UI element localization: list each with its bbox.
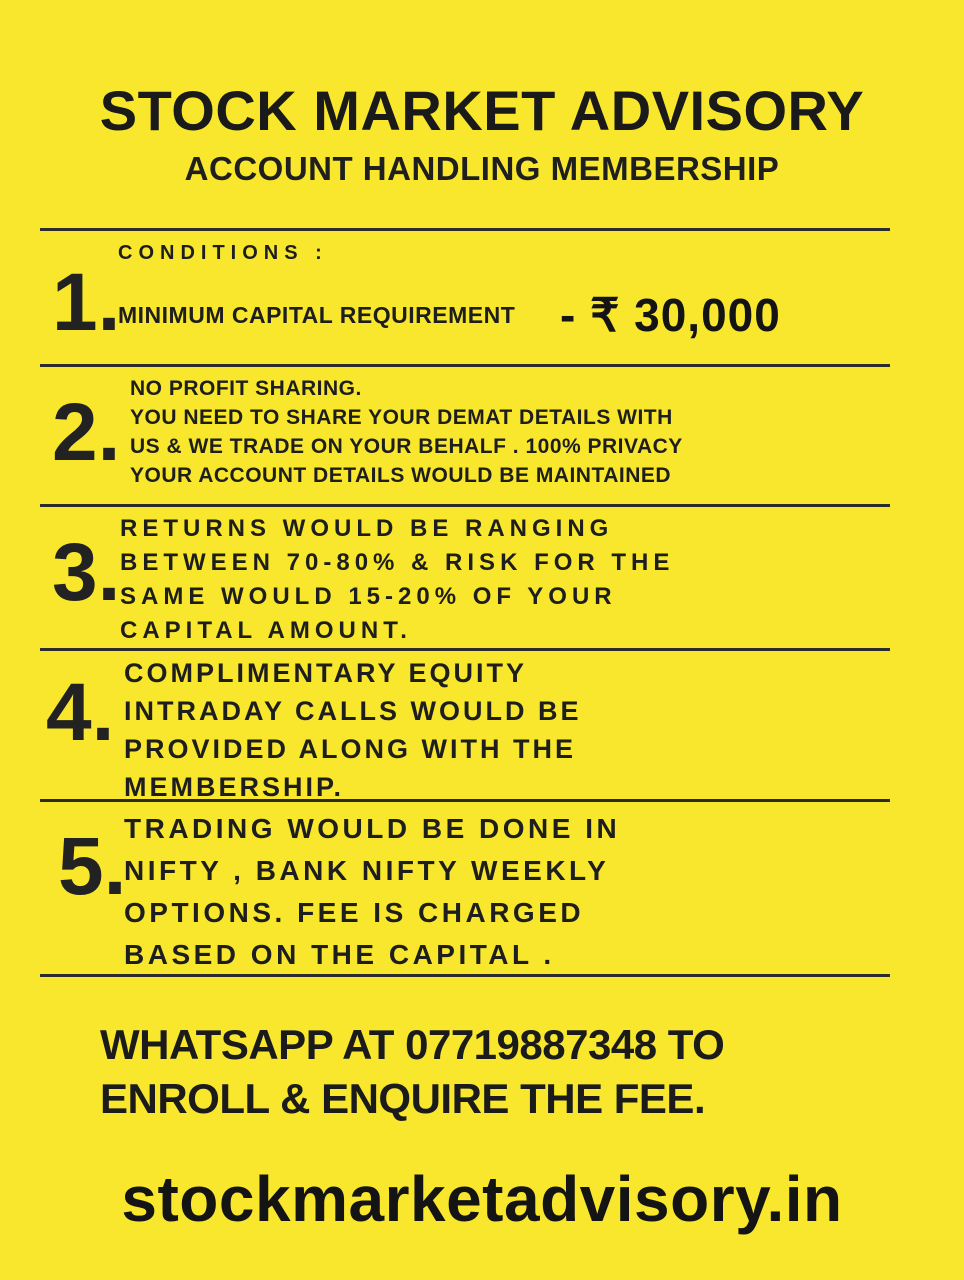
whatsapp-cta-line-1: WHATSAPP AT 07719887348 TO (100, 1021, 725, 1068)
condition-text-line: NO PROFIT SHARING. (130, 377, 362, 400)
condition-1-label: MINIMUM CAPITAL REQUIREMENT (118, 302, 516, 328)
condition-3-text (120, 512, 674, 648)
condition-1-value: - ₹ 30,000 (560, 289, 781, 341)
conditions-label: CONDITIONS : (118, 242, 328, 264)
condition-text-line: BASED ON THE CAPITAL . (124, 939, 555, 970)
page-subtitle: ACCOUNT HANDLING MEMBERSHIP (184, 150, 780, 187)
condition-text-line: YOU NEED TO SHARE YOUR DEMAT DETAILS WITH (130, 406, 673, 429)
condition-5-text (124, 808, 620, 976)
whatsapp-cta-line-2: ENROLL & ENQUIRE THE FEE. (100, 1075, 706, 1122)
website-url: stockmarketadvisory.in (121, 1163, 843, 1235)
condition-3-number: 3. (52, 527, 121, 618)
condition-text-line: RETURNS WOULD BE RANGING (120, 515, 614, 542)
condition-text-line: MEMBERSHIP. (124, 772, 345, 802)
condition-4-text (124, 654, 582, 806)
condition-2-text (130, 374, 683, 490)
condition-4-number: 4. (46, 667, 115, 758)
section-divider (40, 648, 890, 651)
condition-text-line: PROVIDED ALONG WITH THE (124, 734, 576, 764)
condition-text-line: US & WE TRADE ON YOUR BEHALF . 100% PRIVACY (130, 435, 683, 458)
condition-text-line: YOUR ACCOUNT DETAILS WOULD BE MAINTAINED (130, 464, 672, 487)
condition-text-line: TRADING WOULD BE DONE IN (124, 813, 621, 844)
condition-text-line: CAPITAL AMOUNT. (120, 617, 412, 644)
condition-1-number: 1. (52, 257, 121, 348)
condition-text-line: COMPLIMENTARY EQUITY (124, 658, 528, 688)
condition-text-line: NIFTY , BANK NIFTY WEEKLY (124, 855, 610, 886)
condition-text-line: SAME WOULD 15-20% OF YOUR (120, 583, 617, 610)
condition-2-number: 2. (52, 387, 121, 478)
condition-text-line: INTRADAY CALLS WOULD BE (124, 696, 582, 726)
section-divider (40, 504, 890, 507)
condition-text-line: BETWEEN 70-80% & RISK FOR THE (120, 549, 675, 576)
condition-5-number: 5. (58, 821, 127, 912)
page-title: STOCK MARKET ADVISORY (99, 79, 865, 142)
section-divider (40, 364, 890, 367)
condition-text-line: OPTIONS. FEE IS CHARGED (124, 897, 585, 928)
section-divider (40, 228, 890, 231)
whatsapp-cta (100, 1018, 724, 1126)
